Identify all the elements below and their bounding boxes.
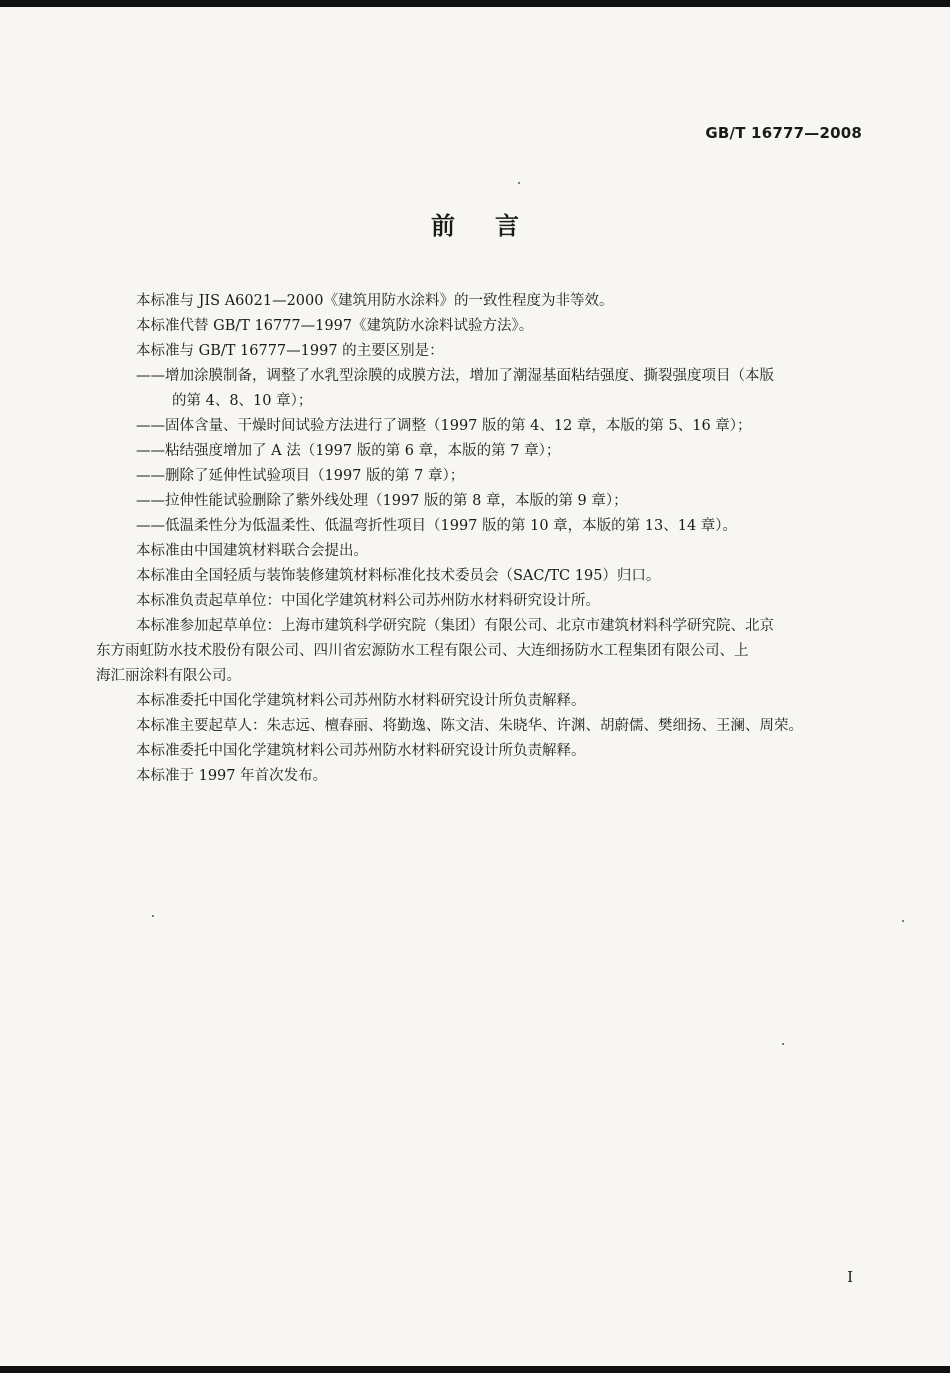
paragraph-line: 本标准委托中国化学建筑材料公司苏州防水材料研究设计所负责解释。 xyxy=(136,693,586,709)
paragraph-line: 本标准委托中国化学建筑材料公司苏州防水材料研究设计所负责解释。 xyxy=(136,743,586,759)
paragraph-line: 本标准由中国建筑材料联合会提出。 xyxy=(136,543,368,559)
paragraph-line: ——粘结强度增加了 A 法（1997 版的第 6 章，本版的第 7 章）； xyxy=(136,443,561,459)
paragraph-line: 海汇丽涂料有限公司。 xyxy=(96,668,241,684)
paragraph-line: 本标准与 JIS A6021—2000《建筑用防水涂料》的一致性程度为非等效。 xyxy=(136,293,614,309)
paragraph-line: ——低温柔性分为低温柔性、低温弯折性项目（1997 版的第 10 章，本版的第 13、14 章）。 xyxy=(136,518,738,534)
paragraph-line: ——固体含量、干燥时间试验方法进行了调整（1997 版的第 4、12 章，本版的第 5、16 章）； xyxy=(136,418,752,434)
paragraph-line: 本标准负责起草单位：中国化学建筑材料公司苏州防水材料研究设计所。 xyxy=(136,593,600,609)
paragraph-line: 东方雨虹防水技术股份有限公司、四川省宏源防水工程有限公司、大连细扬防水工程集团有限公司、上 xyxy=(96,643,749,659)
scan-top-border xyxy=(0,0,950,7)
paragraph-line: 本标准与 GB/T 16777—1997 的主要区别是： xyxy=(136,343,444,359)
paragraph-line: 本标准于 1997 年首次发布。 xyxy=(136,768,328,784)
scan-bottom-border xyxy=(0,1366,950,1373)
scan-speck xyxy=(782,1043,784,1045)
page-number: I xyxy=(847,1268,853,1286)
foreword-body xyxy=(96,289,866,789)
paragraph-line: ——删除了延伸性试验项目（1997 版的第 7 章）； xyxy=(136,468,465,484)
paragraph-line: 本标准主要起草人：朱志远、檀春丽、将勤逸、陈文洁、朱晓华、许渊、胡蔚儒、樊细扬、王澜、周荣。 xyxy=(136,718,803,734)
paragraph-line: ——增加涂膜制备，调整了水乳型涂膜的成膜方法，增加了潮湿基面粘结强度、撕裂强度项目（本版 xyxy=(136,368,774,384)
paragraph-line: 的第 4、8、10 章）； xyxy=(172,393,313,409)
paragraph-line: 本标准由全国轻质与装饰装修建筑材料标准化技术委员会（SAC/TC 195）归口。 xyxy=(136,568,661,584)
paragraph-line: 本标准代替 GB/T 16777—1997《建筑防水涂料试验方法》。 xyxy=(136,318,534,334)
paragraph-line: 本标准参加起草单位：上海市建筑科学研究院（集团）有限公司、北京市建筑材料科学研究院、北京 xyxy=(136,618,774,634)
page-title: 前言 xyxy=(431,212,559,240)
scan-speck xyxy=(518,182,520,184)
standard-code: GB/T 16777—2008 xyxy=(705,124,862,142)
scan-speck xyxy=(152,915,154,917)
paragraph-line: ——拉伸性能试验删除了紫外线处理（1997 版的第 8 章，本版的第 9 章）； xyxy=(136,493,628,509)
scan-speck xyxy=(902,920,904,922)
